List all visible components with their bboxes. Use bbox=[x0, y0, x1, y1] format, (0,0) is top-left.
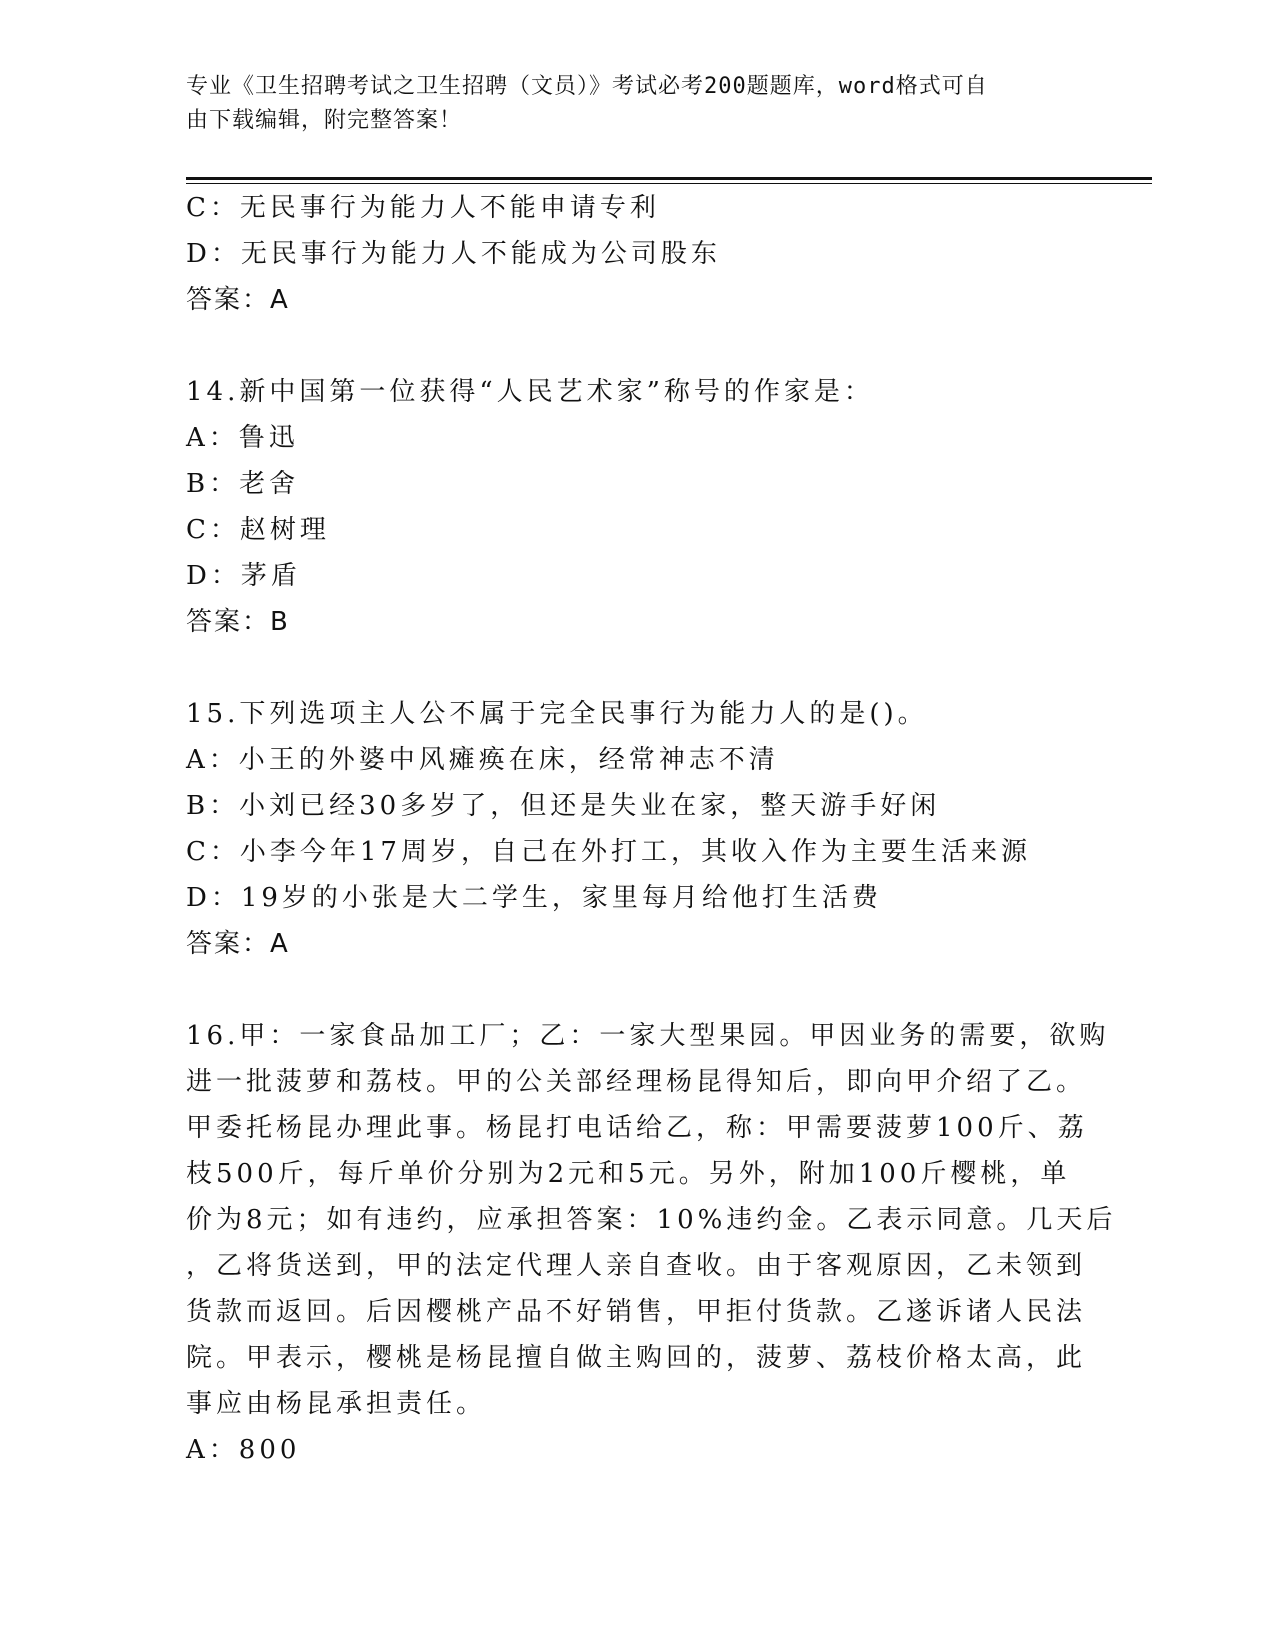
option-b: B：小刘已经30多岁了，但还是失业在家，整天游手好闲 bbox=[186, 791, 941, 821]
option-a: A：鲁迅 bbox=[186, 423, 299, 453]
question-text-line: 价为8元；如有违约，应承担答案：10%违约金。乙表示同意。几天后 bbox=[186, 1205, 1117, 1235]
document-header bbox=[186, 70, 1086, 138]
question-text-line: 16.甲：一家食品加工厂；乙：一家大型果园。甲因业务的需要，欲购 bbox=[186, 1021, 1110, 1051]
question-16 bbox=[186, 1013, 1117, 1473]
question-text-line: 院。甲表示，樱桃是杨昆擅自做主购回的，菠萝、荔枝价格太高，此 bbox=[186, 1343, 1087, 1373]
question-text-line: 甲委托杨昆办理此事。杨昆打电话给乙，称：甲需要菠萝100斤、荔 bbox=[186, 1113, 1088, 1143]
option-d: D：无民事行为能力人不能成为公司股东 bbox=[186, 239, 721, 269]
answer: 答案：A bbox=[186, 929, 290, 959]
spacer bbox=[186, 645, 1086, 691]
question-14 bbox=[186, 369, 1086, 645]
header-rule-thin bbox=[186, 183, 1152, 184]
question-text-line: 枝500斤，每斤单价分别为2元和5元。另外，附加100斤樱桃，单 bbox=[186, 1159, 1071, 1189]
header-rule-thick bbox=[186, 177, 1152, 180]
question-text: 14.新中国第一位获得“人民艺术家”称号的作家是： bbox=[186, 377, 874, 407]
question-text: 15.下列选项主人公不属于完全民事行为能力人的是()。 bbox=[186, 699, 928, 729]
question-content bbox=[186, 185, 1117, 1473]
header-line-1: 专业《卫生招聘考试之卫生招聘（文员）》考试必考200题题库，word格式可自 bbox=[186, 74, 988, 99]
option-a: A：800 bbox=[186, 1435, 301, 1465]
option-d: D：茅盾 bbox=[186, 561, 301, 591]
question-15 bbox=[186, 691, 1086, 967]
option-d: D：19岁的小张是大二学生，家里每月给他打生活费 bbox=[186, 883, 882, 913]
option-c: C：无民事行为能力人不能申请专利 bbox=[186, 193, 660, 223]
option-c: C：赵树理 bbox=[186, 515, 330, 545]
answer: 答案：B bbox=[186, 607, 290, 637]
question-text-line: 货款而返回。后因樱桃产品不好销售，甲拒付货款。乙遂诉诸人民法 bbox=[186, 1297, 1087, 1327]
question-text-line: 进一批菠萝和荔枝。甲的公关部经理杨昆得知后，即向甲介绍了乙。 bbox=[186, 1067, 1087, 1097]
spacer bbox=[186, 323, 1086, 369]
question-13 bbox=[186, 185, 1086, 323]
option-b: B：老舍 bbox=[186, 469, 300, 499]
option-c: C：小李今年17周岁，自己在外打工，其收入作为主要生活来源 bbox=[186, 837, 1031, 867]
question-text-line: ，乙将货送到，甲的法定代理人亲自查收。由于客观原因，乙未领到 bbox=[186, 1251, 1087, 1281]
answer: 答案：A bbox=[186, 285, 290, 315]
question-text-line: 事应由杨昆承担责任。 bbox=[186, 1389, 487, 1419]
spacer bbox=[186, 967, 1086, 1013]
header-line-2: 由下载编辑，附完整答案！ bbox=[186, 108, 463, 133]
option-a: A：小王的外婆中风瘫痪在床，经常神志不清 bbox=[186, 745, 779, 775]
